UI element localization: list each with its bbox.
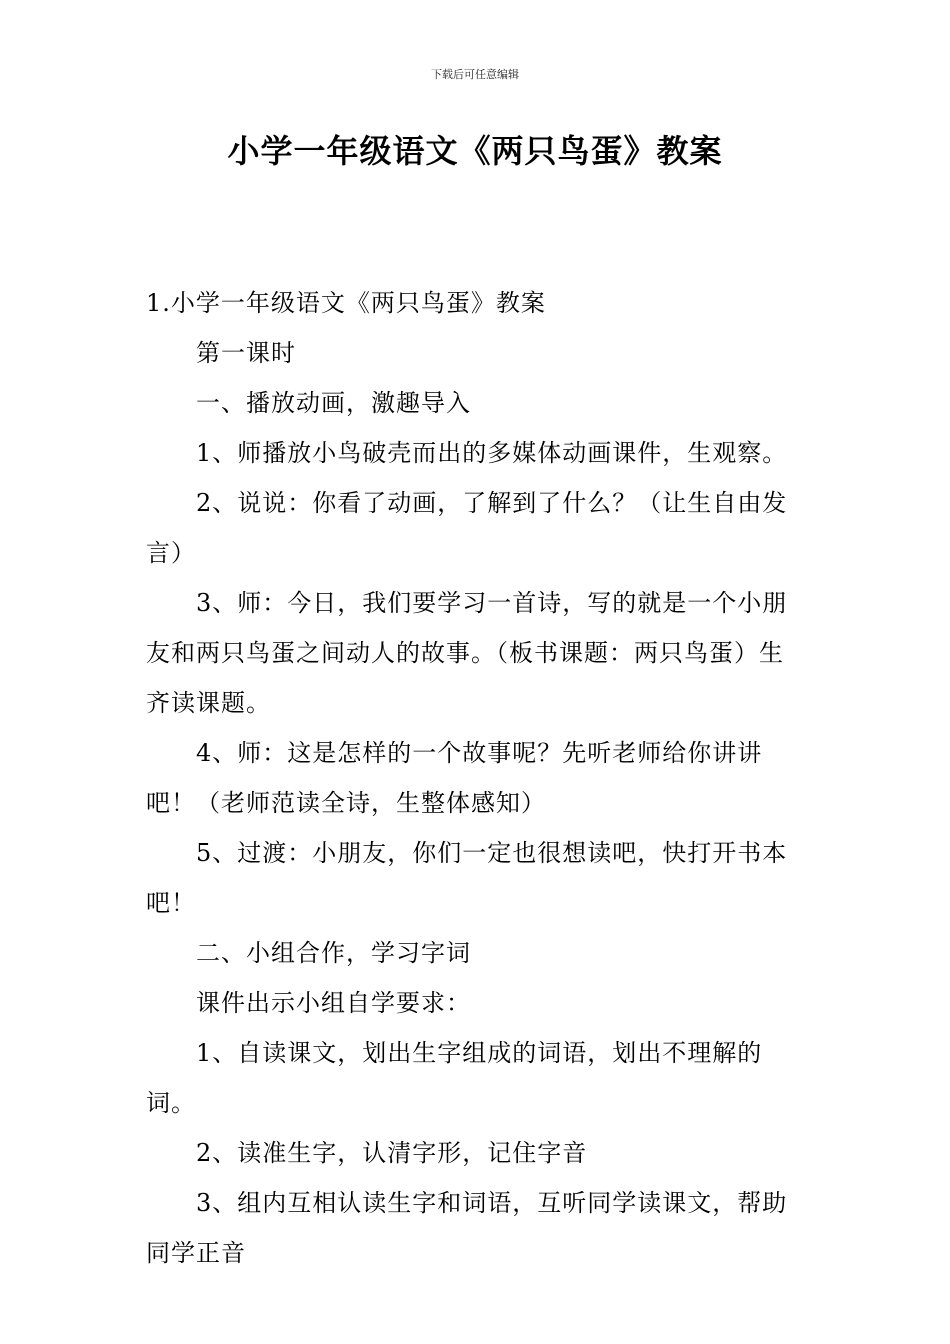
group-task-3: 3、组内互相认读生字和词语，互听同学读课文，帮助同学正音 (146, 1189, 788, 1267)
group-task-2: 2、读准生字，认清字形，记住字音 (196, 1139, 588, 1167)
document-body (146, 278, 808, 1278)
paragraph-step-2: 2、说说：你看了动画，了解到了什么？（让生自由发言） (146, 489, 788, 567)
header-note: 下载后可任意编辑 (431, 68, 519, 81)
section-heading: 1.小学一年级语文《两只鸟蛋》教案 (146, 289, 546, 317)
paragraph-step-3: 3、师：今日，我们要学习一首诗，写的就是一个小朋友和两只鸟蛋之间动人的故事。（板书课题：两只鸟蛋）生齐读课题。 (146, 589, 788, 717)
paragraph-step-1: 1、师播放小鸟破壳而出的多媒体动画课件，生观察。 (196, 439, 788, 467)
part-two-heading: 二、小组合作，学习字词 (196, 939, 471, 967)
group-study-intro: 课件出示小组自学要求： (196, 989, 471, 1017)
group-task-1: 1、自读课文，划出生字组成的词语，划出不理解的词。 (146, 1039, 763, 1117)
document-title: 小学一年级语文《两只鸟蛋》教案 (227, 132, 723, 170)
part-one-heading: 一、播放动画，激趣导入 (196, 389, 471, 417)
lesson-period-heading: 第一课时 (196, 339, 296, 367)
paragraph-step-5: 5、过渡：小朋友，你们一定也很想读吧，快打开书本吧！ (146, 839, 788, 917)
paragraph-step-4: 4、师：这是怎样的一个故事呢？先听老师给你讲讲吧！（老师范读全诗，生整体感知） (146, 739, 763, 817)
